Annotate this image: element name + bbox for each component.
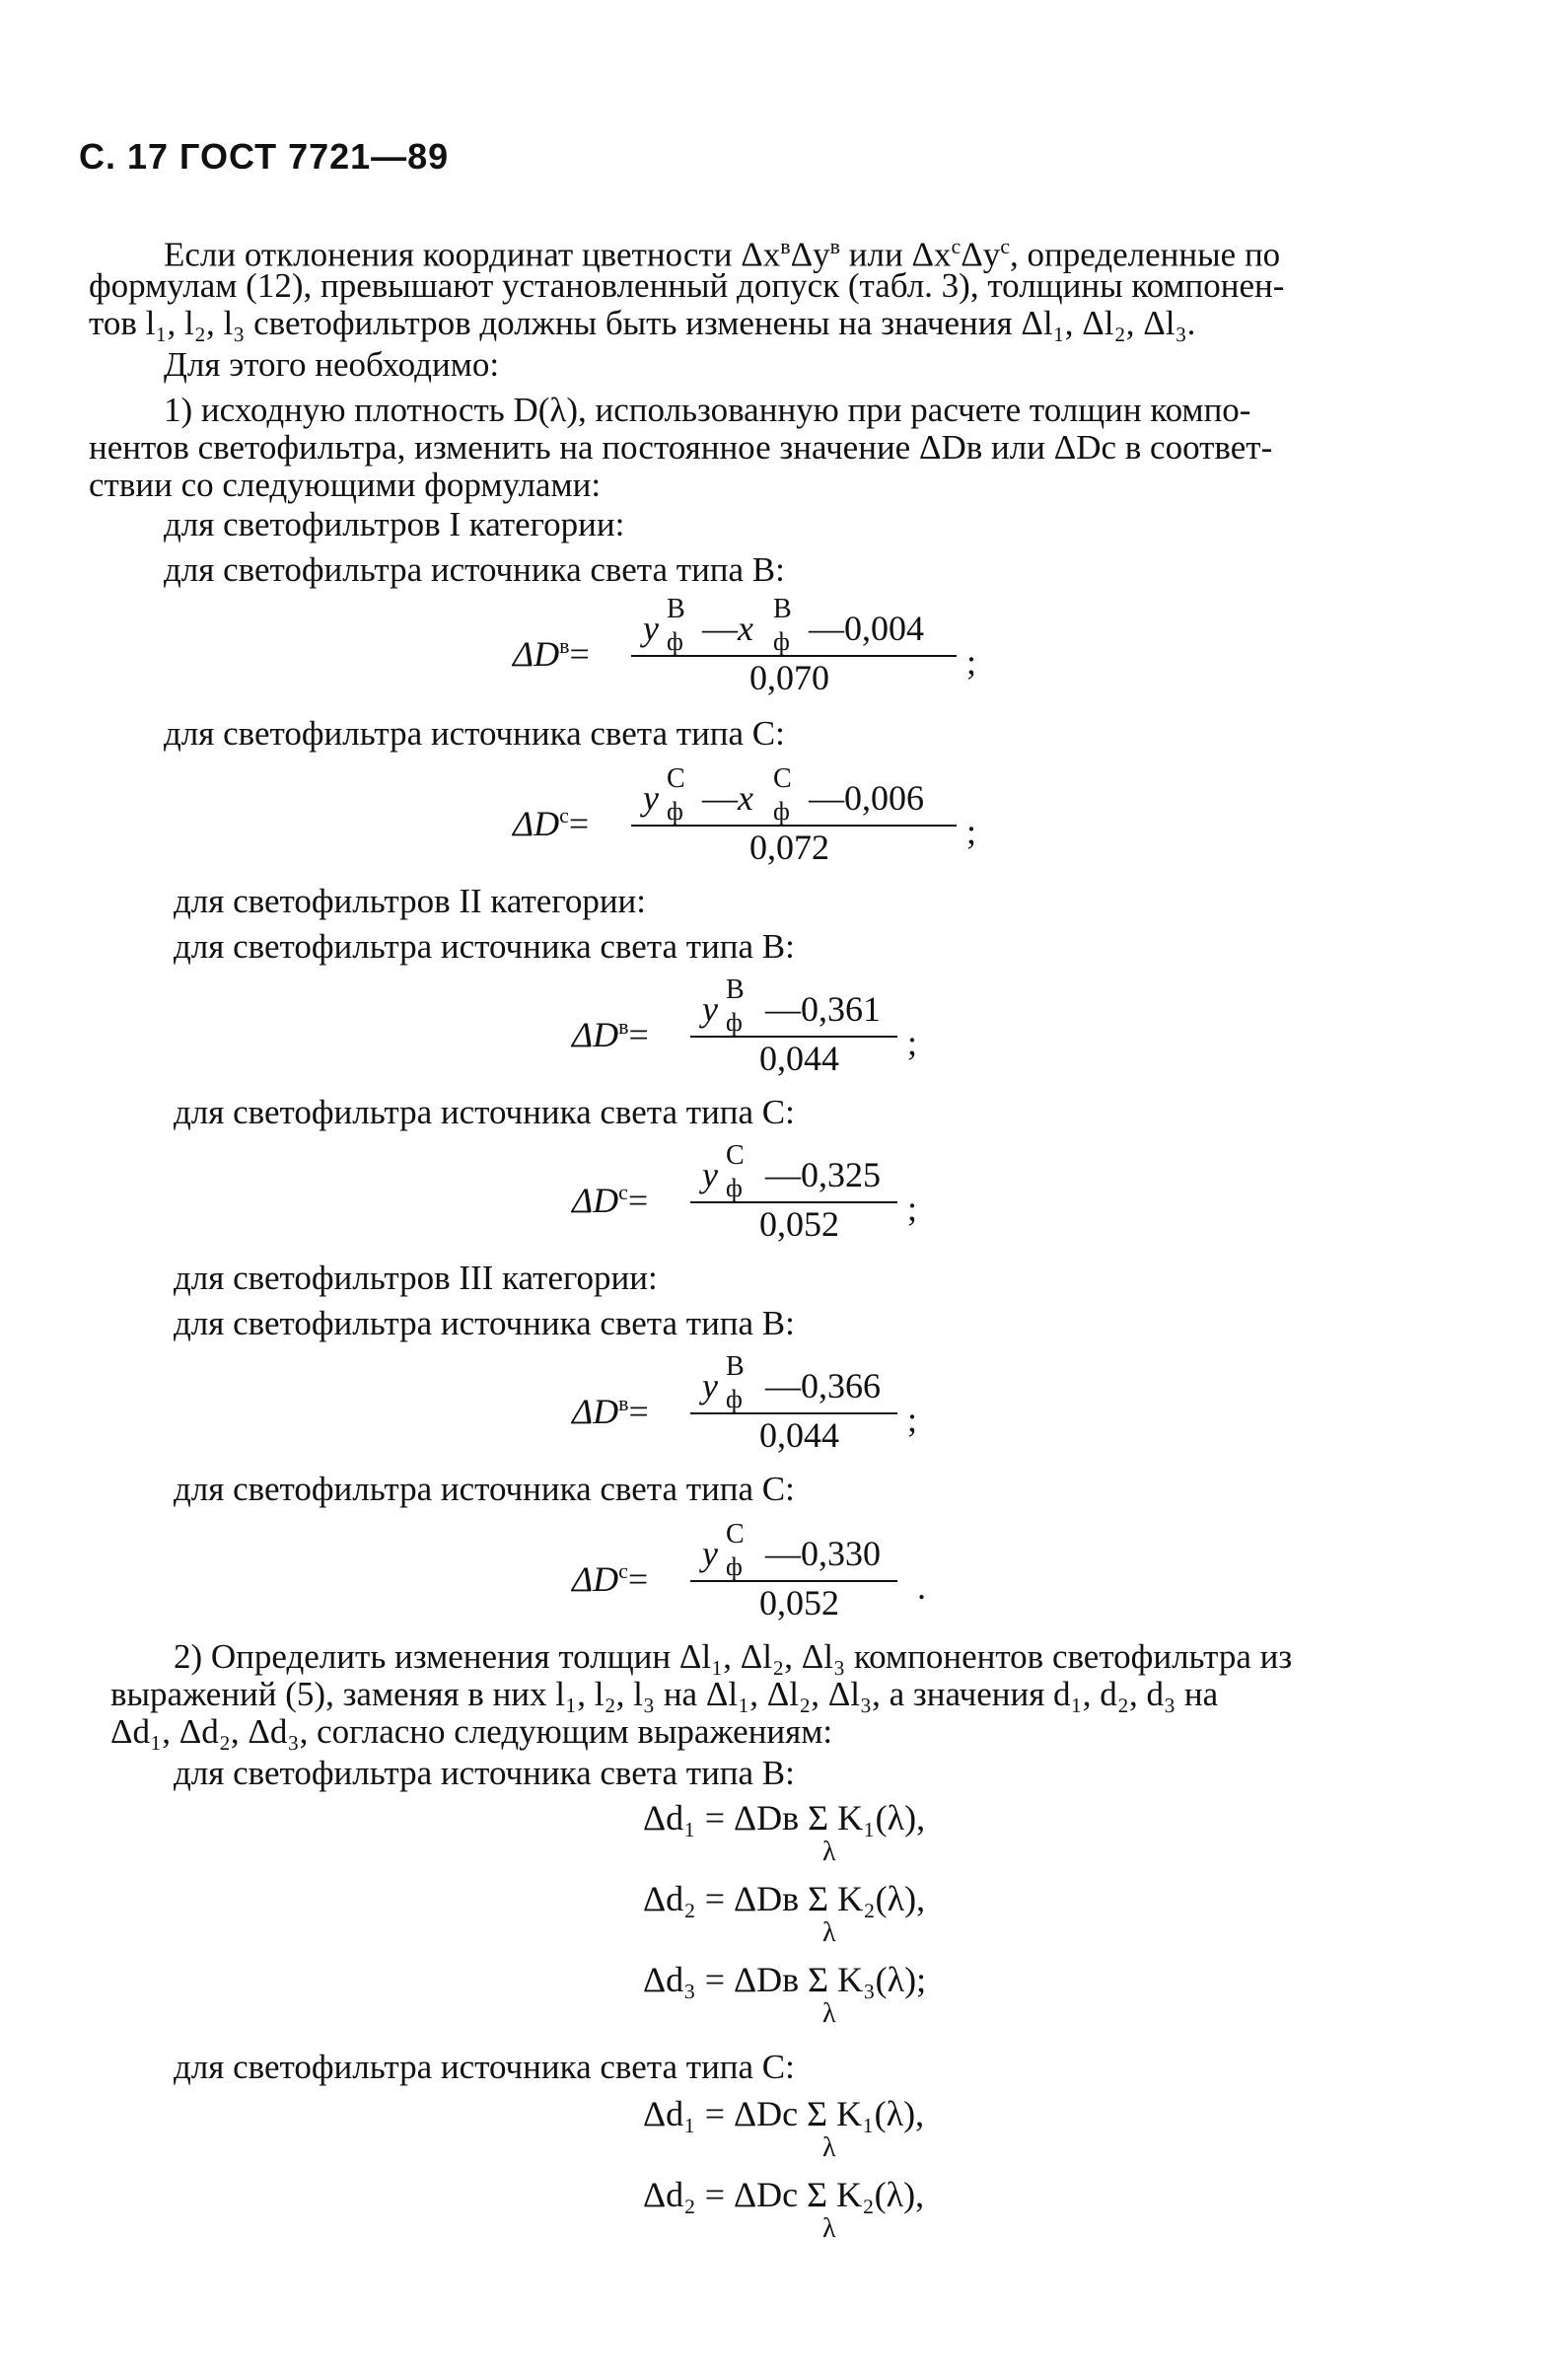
step2-line-2: выражений (5), заменяя в них l₁, l₂, l₃ на Δl₁, Δl₂, Δl₃, а значения d₁, d₂, d₃ на: [110, 1675, 1219, 1713]
formula-end: ;: [966, 642, 977, 682]
formula-denominator: 0,052: [759, 1204, 839, 1244]
formula-const: —0,330: [765, 1534, 881, 1573]
formula-denominator: 0,072: [749, 828, 829, 867]
intro-line-3: тов l₁, l₂, l₃ светофильтров должны быть изменены на значения Δl₁, Δl₂, Δl₃.: [89, 304, 1196, 342]
sum-b-2: Δd₂ = ΔDв Σ K₂(λ),: [643, 1879, 926, 1918]
intro-line-2: формулам (12), превышают установленный допуск (табл. 3), толщины компонен-: [89, 266, 1285, 305]
cat1-c-label: для светофильтра источника света типа С:: [164, 714, 785, 753]
formula-sub: ф: [667, 627, 683, 656]
formula-sub: ф: [726, 1174, 743, 1202]
sum-c-2: Δd₂ = ΔDс Σ K₂(λ),: [643, 2175, 925, 2214]
formula-sup: С: [667, 763, 685, 794]
formula-x: —x: [702, 609, 753, 648]
formula-lhs: $\Delta D^с=$: [513, 803, 590, 843]
step2-b-label: для светофильтра источника света типа В:: [174, 1754, 795, 1792]
formula-denominator: 0,070: [749, 658, 829, 697]
sum-b-1-lambda: λ: [822, 1837, 836, 1867]
formula-end: ;: [966, 812, 977, 851]
formula-sub-2: ф: [773, 797, 790, 826]
cat2-b-label: для светофильтра источника света типа В:: [174, 927, 795, 966]
formula-numerator: y: [702, 1366, 718, 1406]
formula-const: —0,004: [809, 609, 924, 648]
sum-c-1-lambda: λ: [822, 2132, 836, 2163]
step2-c-label: для светофильтра источника света типа С:: [174, 2048, 795, 2086]
formula-numerator: y: [643, 609, 659, 648]
formula-denominator: 0,044: [759, 1415, 839, 1455]
cat3-b-label: для светофильтра источника света типа В:: [174, 1304, 795, 1342]
formula-lhs: $\Delta D^с=$: [572, 1180, 649, 1220]
formula-sup: В: [726, 1351, 745, 1382]
formula-cat2-b: [572, 973, 947, 1081]
formula-end: ;: [907, 1023, 918, 1062]
formula-sup-2: С: [773, 763, 792, 794]
formula-sub: ф: [726, 1552, 743, 1581]
formula-const: —0,325: [765, 1155, 881, 1194]
formula-sub-2: ф: [773, 627, 790, 656]
sum-b-3-lambda: λ: [822, 1998, 836, 2029]
formula-denominator: 0,052: [759, 1583, 839, 1623]
formula-const: —0,366: [765, 1366, 881, 1406]
formula-cat2-c: [572, 1138, 947, 1247]
step2-line-3: Δd₁, Δd₂, Δd₃, согласно следующим выражениям:: [110, 1712, 833, 1751]
intro-sup-1: в: [780, 234, 791, 258]
sum-b-1: Δd₁ = ΔDв Σ K₁(λ),: [643, 1798, 926, 1838]
formula-sub: ф: [726, 1008, 743, 1037]
intro-para-2: Для этого необходимо:: [164, 345, 500, 384]
cat3-title: для светофильтров III категории:: [174, 1259, 658, 1297]
formula-sup: В: [726, 974, 745, 1005]
intro-step1-line-1: 1) исходную плотность D(λ), использованную при расчете толщин компо-: [164, 391, 1251, 429]
intro-sup-3: с: [951, 234, 962, 258]
intro-line-1-g: Δy: [961, 235, 1001, 274]
formula-lhs: $\Delta D^в=$: [513, 633, 590, 674]
formula-x: —x: [702, 778, 753, 818]
formula-numerator: y: [702, 989, 718, 1029]
cat2-title: для светофильтров II категории:: [174, 882, 647, 920]
formula-denominator: 0,044: [759, 1039, 839, 1078]
sum-b-3: Δd₃ = ΔDв Σ K₃(λ);: [643, 1960, 927, 1999]
formula-sup: С: [726, 1519, 745, 1550]
formula-sup-2: В: [773, 594, 792, 624]
formula-const: —0,006: [809, 778, 924, 818]
cat2-c-label: для светофильтра источника света типа С:: [174, 1093, 795, 1131]
formula-cat3-b: [572, 1349, 947, 1458]
formula-sub: ф: [726, 1385, 743, 1413]
page-header: С. 17 ГОСТ 7721—89: [79, 136, 450, 177]
cat1-title: для светофильтров I категории:: [164, 505, 625, 543]
formula-numerator: y: [702, 1534, 718, 1573]
intro-line-1-i: , определенные по: [1010, 235, 1281, 274]
formula-numerator: y: [702, 1155, 718, 1194]
sum-b-2-lambda: λ: [822, 1917, 836, 1948]
formula-lhs: $\Delta D^в=$: [572, 1014, 649, 1054]
formula-numerator: y: [643, 778, 659, 818]
formula-cat1-c: [513, 761, 986, 870]
step2-line-1: 2) Определить изменения толщин Δl₁, Δl₂, Δl₃ компонентов светофильтра из: [174, 1637, 1293, 1676]
formula-end: ;: [907, 1189, 918, 1228]
formula-end: ;: [907, 1400, 918, 1439]
formula-cat1-b: [513, 592, 986, 700]
formula-sup: В: [667, 594, 685, 624]
formula-sub: ф: [667, 797, 683, 826]
intro-line-1-c: Δy: [790, 235, 830, 274]
formula-end: .: [917, 1567, 926, 1607]
formula-lhs: $\Delta D^с=$: [572, 1558, 649, 1599]
sum-c-2-lambda: λ: [822, 2213, 836, 2244]
intro-step1-line-2: нентов светофильтра, изменить на постоянное значение ΔDв или ΔDс в соответ-: [89, 428, 1273, 467]
intro-sup-2: в: [829, 234, 841, 258]
formula-sup: С: [726, 1140, 745, 1171]
intro-step1-line-3: ствии со следующими формулами:: [89, 466, 602, 504]
cat3-c-label: для светофильтра источника света типа С:: [174, 1470, 795, 1508]
formula-cat3-c: [572, 1517, 947, 1625]
formula-const: —0,361: [765, 989, 881, 1029]
sum-c-1: Δd₁ = ΔDс Σ K₁(λ),: [643, 2094, 925, 2133]
intro-line-1-a: Если отклонения координат цветности Δx: [164, 235, 781, 274]
intro-line-1-e: или Δx: [840, 235, 952, 274]
intro-sup-4: с: [1000, 234, 1011, 258]
cat1-b-label: для светофильтра источника света типа В:: [164, 550, 785, 589]
formula-lhs: $\Delta D^в=$: [572, 1391, 649, 1431]
